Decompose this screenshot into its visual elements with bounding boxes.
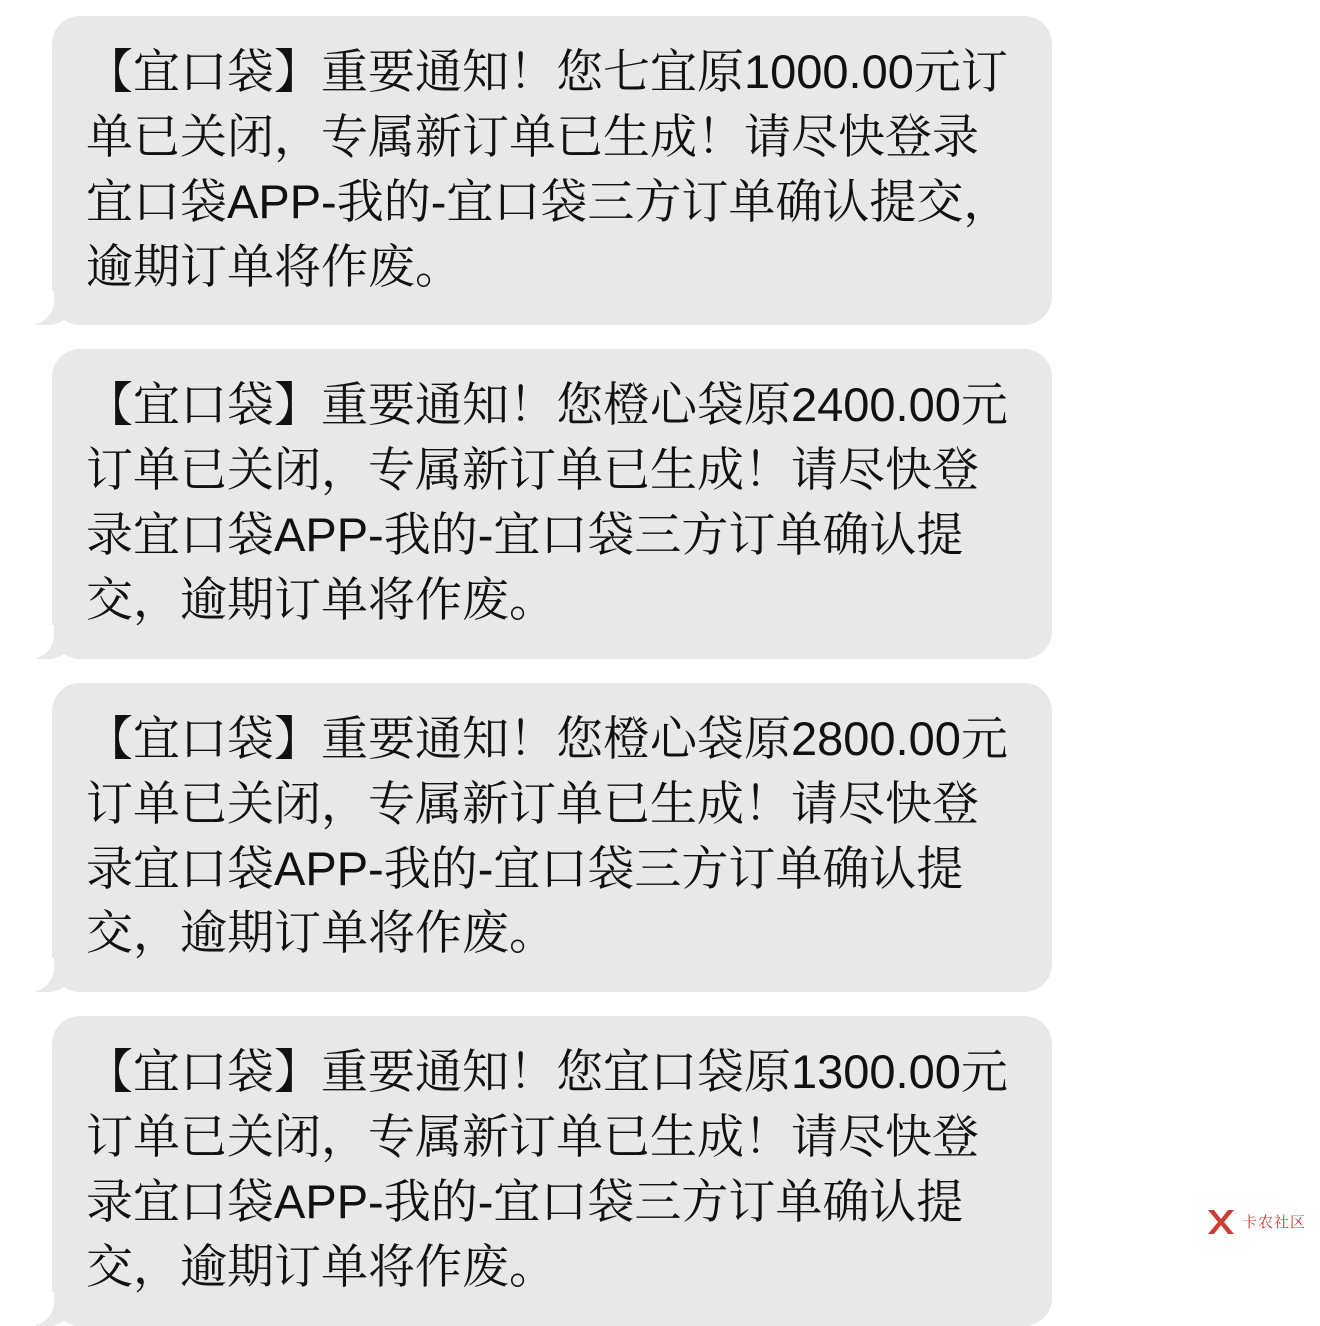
watermark-label: 卡农社区 (1241, 1213, 1306, 1231)
watermark-logo-icon (1204, 1205, 1238, 1239)
message-text: 【宜口袋】重要通知！您橙心袋原2800.00元订单已关闭，专属新订单已生成！请尽快登录宜口袋APP-我的-宜口袋三方订单确认提交，逾期订单将作废。 (86, 711, 1008, 960)
watermark (1204, 1205, 1306, 1239)
message-row (0, 1016, 1320, 1325)
message-row (0, 683, 1320, 992)
message-bubble[interactable] (52, 1016, 1052, 1325)
message-bubble[interactable] (52, 16, 1052, 325)
message-text: 【宜口袋】重要通知！您橙心袋原2400.00元订单已关闭，专属新订单已生成！请尽快登录宜口袋APP-我的-宜口袋三方订单确认提交，逾期订单将作废。 (86, 378, 1008, 627)
message-row (0, 16, 1320, 325)
message-text: 【宜口袋】重要通知！您七宜原1000.00元订单已关闭，专属新订单已生成！请尽快登录宜口袋APP-我的-宜口袋三方订单确认提交，逾期订单将作废。 (86, 45, 1011, 293)
message-bubble[interactable] (52, 683, 1052, 992)
message-text: 【宜口袋】重要通知！您宜口袋原1300.00元订单已关闭，专属新订单已生成！请尽快登录宜口袋APP-我的-宜口袋三方订单确认提交，逾期订单将作废。 (86, 1045, 1008, 1293)
message-bubble[interactable] (52, 349, 1052, 658)
message-row (0, 349, 1320, 658)
